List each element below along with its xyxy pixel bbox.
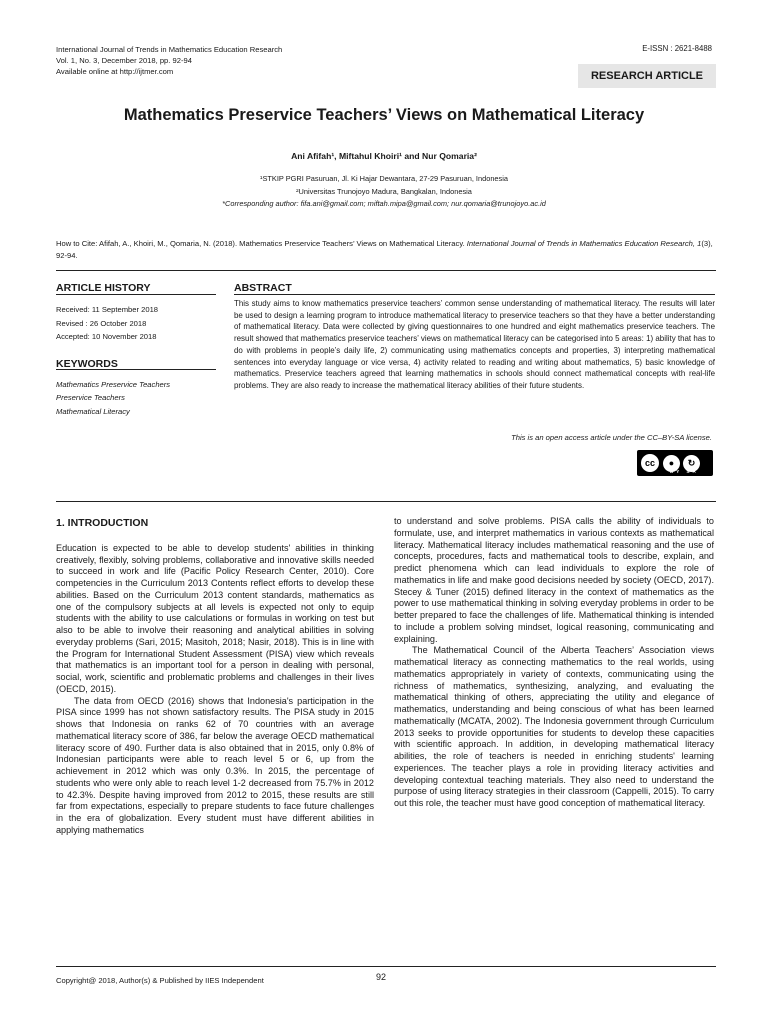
received-date: Received: 11 September 2018	[56, 305, 159, 314]
keyword-item: Mathematical Literacy	[56, 406, 130, 416]
intro-heading: 1. INTRODUCTION	[56, 517, 149, 529]
person-icon: ●	[663, 455, 680, 472]
footer-divider	[56, 966, 716, 967]
paragraph: to understand and solve problems. PISA calls the ability of individuals to formulate, use, and interpret mathematics in various contexts as mathematical literacy. Mathematical literacy includes mathematical reasoning and the use of concepts, procedures, facts and mathematical tools to describe, explain, and predict phenomena which can lead individuals to explore the role of mathematics in life and make good decisions needed by society (OECD, 2017). Stecey & Tuner (2015) defined literacy in the context of mathematics as the power to use mathematical thinking in solving everyday problems in order to be better prepared to face the challenges of life. Mathematical thinking is intended to include a problem solving mindset, logical reasoning, communicating and explaining.	[394, 516, 714, 644]
keyword-item: Preservice Teachers	[56, 393, 125, 402]
citation	[56, 238, 716, 262]
abstract	[234, 282, 715, 392]
history-heading: ARTICLE HISTORY	[56, 282, 151, 294]
copyright: Copyright@ 2018, Author(s) & Published by IIES Independent	[56, 976, 264, 985]
divider	[56, 270, 716, 271]
journal-url[interactable]: Available online at http://ijtmer.com	[56, 67, 174, 76]
accepted-date: Accepted: 10 November 2018	[56, 332, 157, 341]
citation-suffix: (3), 92-94.	[56, 239, 713, 260]
journal-volume: Vol. 1, No. 3, December 2018, pp. 92-94	[56, 56, 192, 65]
page-number: 92	[376, 972, 387, 982]
corresponding-author: *Corresponding author: fifa.ani@gmail.com; miftah.mipa@gmail.com; nur.qomaria@trunojoyo.ac.id	[222, 199, 546, 208]
intro-left-column	[56, 518, 374, 837]
cc-icon: cc	[640, 453, 660, 473]
citation-journal: International Journal of Trends in Mathematics Education Research, 1	[466, 239, 702, 248]
affiliations	[0, 173, 768, 211]
article-type-badge: RESEARCH ARTICLE	[578, 64, 716, 88]
eissn: E-ISSN : 2621-8488	[642, 44, 712, 53]
journal-name: International Journal of Trends in Mathematics Education Research	[56, 45, 283, 54]
divider	[56, 501, 716, 502]
license-note: This is an open access article under the CC–BY-SA license.	[511, 433, 712, 442]
authors: Ani Afifah¹, Miftahul Khoiri¹ and Nur Qomaria²	[291, 151, 477, 161]
keyword-item: Mathematics Preservice Teachers	[56, 379, 171, 389]
citation-prefix: How to Cite: Afifah, A., Khoiri, M., Qomaria, N. (2018). Mathematics Preservice Teachers’ Views on Mathematical Literacy.	[56, 239, 467, 248]
revised-date: Revised : 26 October 2018	[56, 318, 147, 328]
cc-badge-labels	[670, 469, 699, 474]
affiliation-2: ²Universitas Trunojoyo Madura, Bangkalan, Indonesia	[296, 186, 472, 196]
paragraph: The data from OECD (2016) shows that Indonesia's participation in the PISA since 1999 has not shown satisfactory results. The PISA study in 2015 shows that Indonesia on ranks 62 of 70 countries with an average mathematical literacy score of 386, far below the average OECD mathematical literacy score of 490. Further data is also obtained that in 2015, only 0.8% of Indonesian participants were able to reach level 5 or 6, up from the achievement in 2012 which was only 0.3%. In 2015, the percentage of students who were only able to reach level 1-2 decreased from 75.7% in 2012 to 42.3%. Despite having improved from 2012 to 2015, these results are still far from expectations, especially to prepare students to face future challenges in the era of globalization. Every student must have different abilities in applying mathematics	[56, 695, 374, 835]
abstract-heading: ABSTRACT	[234, 282, 292, 294]
article-history	[56, 282, 216, 418]
intro-right-column	[394, 516, 714, 810]
paragraph: The Mathematical Council of the Alberta Teachers’ Association views mathematical literacy as connecting mathematics to the real worlds, using mathematics appropriately in variety of contexts, communicating using the richness of mathematics, synthesizing, analyzing, and evaluating the mathematical thinking of others, appreciating the utility and elegance of mathematics, understanding and being conscious of what has been learned mathematically (MCATA, 2002). The Indonesia government through Curriculum 2013 seeks to provide opportunities for students to develop these capacities with scientific approach. In addition, in developing mathematical literacy abilities, the role of teachers is needed in enriching students' learning experiences. The teacher plays a role in providing literacy activities and developing contextual teaching materials. They also need to understand the purpose of using literacy strategies in their classroom (Cappelli, 2015). To carry out this role, the teacher must have good conception of mathematical literacy.	[394, 645, 714, 808]
share-alike-icon: ↻	[683, 455, 700, 472]
abstract-text: This study aims to know mathematics preservice teachers’ common sense understanding of mathematical literacy. The results will later be used to design a learning program to introduce mathematical literacy to preservice teachers so that they have a better understanding of mathematical literacy. Data were collected by giving questionnaires to one hundred and eight mathematics preservice teachers. The result showed that mathematics preservice teachers’ views on mathematical literacy can be categorised into 5 areas: 1) ability that has to do with problems in people’s daily life, 2) communicating using mathematics concepts and properties, 3) interpreting mathematical sentences into everyday language or vice versa, 4) activity related to reading and writing about mathematics, 5) basic knowledge of mathematics. Preservice teachers agreed that learning mathematics in schools should connect mathematical concepts with real-life problems. They are also ready to increase the mathematical literacy abilities of their future students.	[234, 299, 715, 390]
keywords-heading: KEYWORDS	[56, 357, 118, 370]
paper-title: Mathematics Preservice Teachers’ Views on Mathematical Literacy	[123, 106, 645, 124]
cc-sa-label: SA	[686, 469, 699, 474]
journal-header	[56, 44, 282, 77]
paragraph: Education is expected to be able to develop students' abilities in thinking creatively, flexibly, solving problems, collaborative and innovative skills needed to succeed in work and life (Pacific Policy Research Center, 2010). Core competencies in the Curriculum 2013 Contents reflect efforts to develop these abilities. Based on the Curriculum 2013 content standards, mathematics as one of the compulsory subjects at all levels is expected not only to equip students with the ability to use calculations or formulas in working on test but also to be able to involve their reasoning and analytical abilities in solving everyday problems (Sari, 2015; Masitoh, 2018; Nasir, 2018). This is in line with the Program for International Student Assessment (PISA) view which reveals that mathematics is an important tool for a person in dealing with personal, social, work, scientific and problematic problems and challenges in their lives (OECD, 2015).	[56, 542, 374, 694]
cc-by-label: BY	[670, 469, 683, 474]
affiliation-1: ¹STKIP PGRI Pasuruan, Jl. Ki Hajar Dewantara, 27-29 Pasuruan, Indonesia	[260, 174, 508, 183]
